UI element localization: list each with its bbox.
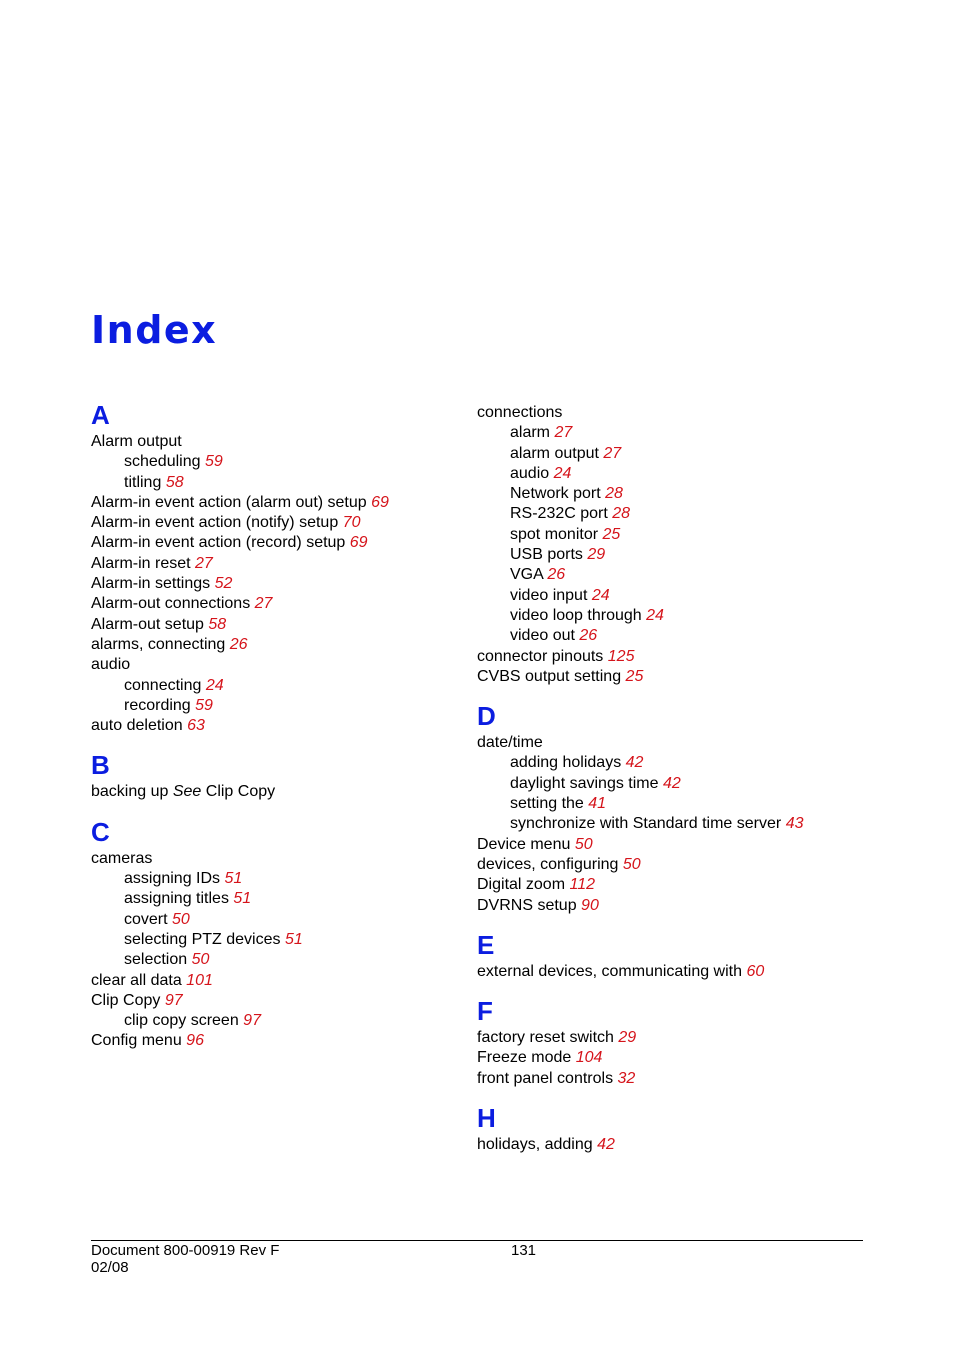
index-subentry (91, 473, 491, 493)
index-entry (91, 574, 491, 594)
index-entry (91, 991, 491, 1011)
entry-term: connector pinouts (477, 647, 604, 665)
entry-term: connections (477, 404, 563, 421)
index-subentry (91, 930, 491, 950)
page-reference[interactable]: 29 (618, 1029, 637, 1047)
index-entry (477, 667, 877, 687)
entry-term: CVBS output setting (477, 667, 622, 685)
entry-term: recording (124, 696, 191, 714)
page-reference[interactable]: 27 (554, 424, 573, 442)
entry-term: date/time (477, 734, 543, 752)
page-reference[interactable]: 96 (186, 1032, 204, 1050)
index-entry (91, 716, 491, 736)
entry-term: alarm (510, 424, 551, 442)
entry-term: Alarm-in event action (record) setup (91, 534, 346, 552)
entry-term: DVRNS setup (477, 896, 577, 914)
index-entry (91, 635, 491, 655)
entry-term: backing up (91, 783, 169, 801)
index-subentry (477, 525, 877, 545)
index-entry (477, 835, 877, 855)
entry-term: Alarm-in settings (91, 575, 211, 593)
index-entry (91, 615, 491, 635)
index-subentry (91, 696, 491, 716)
footer-divider (91, 1240, 863, 1241)
entry-term: Alarm-out setup (91, 615, 204, 633)
page-reference[interactable]: 51 (233, 890, 252, 908)
index-subentry (91, 910, 491, 930)
index-subentry (91, 889, 491, 909)
page-reference[interactable]: 27 (603, 444, 622, 462)
page-reference[interactable]: 60 (746, 962, 765, 980)
section-letter-a: A (91, 400, 110, 430)
entry-term: connecting (124, 676, 202, 694)
index-entry (91, 513, 491, 533)
entry-term: synchronize with Standard time server (510, 815, 782, 833)
page-reference[interactable]: 112 (569, 876, 595, 894)
entry-term: devices, configuring (477, 855, 619, 873)
page-reference[interactable]: 24 (205, 676, 224, 694)
entry-term: spot monitor (510, 525, 599, 543)
page-reference[interactable]: 26 (579, 627, 598, 645)
index-subentry (477, 626, 877, 646)
entry-term: video input (510, 586, 588, 604)
entry-term: Config menu (91, 1032, 182, 1050)
index-entry (91, 533, 491, 553)
section-letter-h: H (477, 1103, 496, 1134)
page-reference[interactable]: 26 (229, 635, 248, 653)
index-entry (477, 962, 877, 982)
entry-term: assigning titles (124, 890, 229, 908)
page-reference[interactable]: 52 (214, 575, 233, 593)
entry-term: audio (91, 656, 131, 674)
page-reference[interactable]: 24 (591, 586, 610, 604)
page-reference[interactable]: 90 (581, 896, 599, 914)
page-reference[interactable]: 27 (254, 595, 273, 613)
index-subentry (91, 676, 491, 696)
entry-term: titling (124, 473, 162, 491)
entry-term: Alarm-out connections (91, 595, 251, 613)
index-entry (91, 971, 491, 991)
see-reference: See (172, 783, 202, 801)
entry-term: Clip Copy (91, 991, 161, 1009)
page-reference[interactable]: 32 (617, 1069, 636, 1087)
page-reference[interactable]: 24 (646, 606, 664, 624)
page-reference[interactable]: 50 (191, 951, 210, 969)
entry-term: factory reset switch (477, 1029, 614, 1047)
index-title: Index (91, 308, 218, 352)
page-reference[interactable]: 25 (625, 667, 644, 685)
entry-term: covert (124, 910, 168, 928)
section-letter-e: E (477, 929, 495, 960)
index-entry (477, 875, 877, 895)
index-subentry (477, 484, 877, 504)
page-reference[interactable]: 28 (605, 485, 623, 503)
page-reference[interactable]: 24 (553, 464, 572, 482)
entry-term: video out (510, 627, 575, 645)
index-entry (91, 655, 491, 675)
index-entry (91, 1031, 491, 1051)
page-reference[interactable]: 70 (342, 514, 361, 532)
page-reference[interactable]: 101 (186, 971, 213, 989)
index-subentry (477, 545, 877, 565)
entry-term: Alarm output (91, 433, 182, 450)
index-entry (91, 849, 491, 869)
entry-term: RS-232C port (510, 505, 608, 523)
index-entry (477, 1028, 877, 1048)
page-reference[interactable]: 69 (349, 534, 368, 552)
entry-term: clear all data (91, 971, 182, 989)
index-subentry (477, 565, 877, 585)
section-letter-f: F (477, 996, 493, 1027)
entry-term: clip copy screen (124, 1012, 239, 1030)
index-entry (91, 554, 491, 574)
index-entry (477, 896, 877, 916)
entry-term: alarms, connecting (91, 635, 226, 653)
page-reference[interactable]: 104 (575, 1049, 603, 1067)
entry-term: selection (124, 951, 188, 969)
index-entry (477, 647, 877, 667)
page-reference[interactable]: 29 (587, 546, 606, 564)
entry-term: Device menu (477, 835, 571, 853)
index-subentry (477, 464, 877, 484)
index-subentry (477, 423, 877, 443)
page-reference[interactable]: 42 (662, 774, 681, 792)
index-entry (91, 594, 491, 614)
index-entry (477, 733, 877, 753)
entry-term: scheduling (124, 453, 201, 471)
index-subentry (477, 586, 877, 606)
entry-term: Freeze mode (477, 1049, 572, 1067)
entry-term: cameras (91, 849, 153, 867)
index-subentry (91, 452, 491, 472)
entry-term: auto deletion (91, 717, 183, 735)
page-reference[interactable]: 58 (165, 473, 184, 491)
footer-document-id: Document 800-00919 Rev F (91, 1242, 280, 1259)
page-reference[interactable]: 25 (602, 525, 621, 543)
entry-term: front panel controls (477, 1069, 614, 1087)
footer-page-number: 131 (511, 1242, 537, 1259)
entry-term: VGA (510, 566, 543, 584)
index-subentry (91, 869, 491, 889)
index-entry (477, 1135, 877, 1155)
entry-term: daylight savings time (510, 774, 659, 792)
entry-term: Digital zoom (477, 876, 566, 894)
entry-term: alarm output (510, 444, 599, 462)
page-reference[interactable]: 125 (607, 647, 635, 665)
page-reference[interactable]: 51 (224, 870, 243, 888)
index-entry (91, 432, 491, 452)
index-entry (477, 403, 877, 423)
entry-term: Alarm-in reset (91, 554, 191, 572)
index-subentry (477, 794, 877, 814)
entry-term: USB ports (510, 546, 583, 564)
page-reference[interactable]: 63 (187, 717, 205, 735)
section-letter-d: D (477, 701, 496, 732)
see-target[interactable]: Clip Copy (205, 783, 276, 801)
footer-document-info (91, 1242, 279, 1276)
footer-date: 02/08 (91, 1259, 129, 1276)
page-reference[interactable]: 69 (371, 493, 389, 511)
page-reference[interactable]: 97 (243, 1012, 261, 1030)
entry-term: video loop through (510, 606, 642, 624)
index-subentry (477, 606, 877, 626)
page-reference[interactable]: 50 (574, 835, 593, 853)
page-reference[interactable]: 50 (172, 910, 190, 928)
entry-term: holidays, adding (477, 1136, 593, 1154)
page-reference[interactable]: 59 (195, 696, 213, 714)
page-reference[interactable]: 58 (208, 615, 227, 633)
index-subentry (477, 774, 877, 794)
page-reference[interactable]: 42 (597, 1136, 615, 1154)
index-subentry (477, 753, 877, 773)
page-reference[interactable]: 51 (284, 930, 303, 948)
page-reference[interactable]: 27 (195, 554, 213, 572)
page-reference[interactable]: 59 (204, 453, 223, 471)
index-entry (91, 782, 491, 802)
entry-term: adding holidays (510, 754, 622, 772)
page-reference[interactable]: 28 (612, 505, 631, 523)
index-subentry (477, 504, 877, 524)
page-reference[interactable]: 43 (785, 815, 804, 833)
index-column-left (91, 400, 491, 1052)
index-subentry (91, 950, 491, 970)
page-reference[interactable]: 42 (625, 754, 644, 772)
page-reference[interactable]: 50 (622, 855, 641, 873)
entry-term: assigning IDs (124, 870, 221, 888)
index-column-right (477, 403, 877, 1155)
index-entry (91, 493, 491, 513)
entry-term: selecting PTZ devices (124, 930, 281, 948)
index-entry (477, 855, 877, 875)
index-subentry (91, 1011, 491, 1031)
entry-term: external devices, communicating with (477, 962, 743, 980)
index-entry (477, 1069, 877, 1089)
index-subentry (477, 444, 877, 464)
entry-term: Network port (510, 485, 601, 503)
page-reference[interactable]: 26 (547, 566, 566, 584)
entry-term: Alarm-in event action (notify) setup (91, 514, 339, 532)
entry-term: setting the (510, 795, 584, 813)
index-entry (477, 1048, 877, 1068)
entry-term: Alarm-in event action (alarm out) setup (91, 493, 367, 511)
section-letter-b: B (91, 750, 110, 781)
page-reference[interactable]: 97 (164, 991, 183, 1009)
entry-term: audio (510, 464, 550, 482)
page-reference[interactable]: 41 (588, 795, 607, 813)
section-letter-c: C (91, 816, 110, 847)
index-subentry (477, 814, 877, 834)
